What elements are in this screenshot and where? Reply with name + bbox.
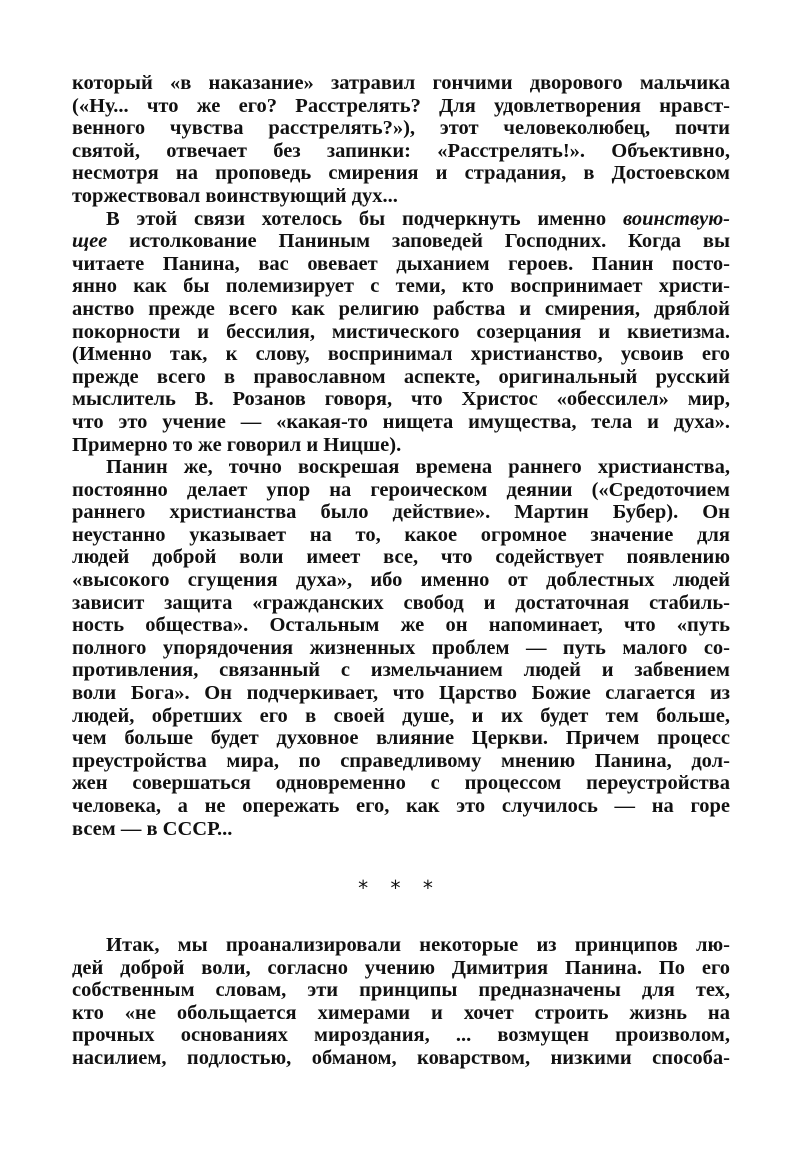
text-block-top <box>72 72 730 840</box>
text-line: Примерно то же говорил и Ницше). <box>72 433 402 456</box>
emphasis-text: воинствую- <box>622 207 730 230</box>
text-line: «высокого сгущения духа», ибо именно от доблестных людей <box>72 569 730 592</box>
text-line: (Именно так, к слову, воспринимал христианство, усвоив его <box>72 343 730 366</box>
text-line: несмотря на проповедь смирения и страдания, в Достоевском <box>72 162 730 185</box>
text-line: торжествовал воинствующий дух... <box>72 184 398 207</box>
text-line: всем — в СССР... <box>72 817 233 840</box>
text-line <box>72 230 730 253</box>
text-line: («Ну... что же его? Расстрелять? Для удовлетворения нравст- <box>72 94 730 117</box>
text-line: покорности и бессилия, мистического созерцания и квиетизма. <box>72 320 730 343</box>
text-line: чем больше будет духовное влияние Церкви. Причем процесс <box>72 727 730 750</box>
text-line: венного чувства расстрелять?»), этот человеколюбец, почти <box>72 117 730 140</box>
emphasis-text: щее <box>72 230 108 253</box>
text-line: противления, связанный с измельчанием людей и забвением <box>72 659 730 682</box>
text-line: полного упорядочения жизненных проблем — путь малого со- <box>72 636 730 659</box>
text-block-bottom <box>72 934 730 1070</box>
section-separator: * * * <box>358 876 441 900</box>
text-span: В этой связи хотелось бы подчеркнуть именно <box>106 207 623 230</box>
text-line: неустанно указывает на то, какое огромное значение для <box>72 523 730 546</box>
text-line: Панин же, точно воскрешая времена раннего христианства, <box>106 456 730 479</box>
text-span: истолкование Паниным заповедей Господних. Когда вы <box>107 230 730 253</box>
text-line: который «в наказание» затравил гончими дворового мальчика <box>72 72 730 94</box>
text-line: жен совершаться одновременно с процессом переустройства <box>72 772 730 795</box>
text-line: читаете Панина, вас овевает дыханием героев. Панин посто- <box>72 252 730 275</box>
text-line: постоянно делает упор на героическом деянии («Средоточием <box>72 478 730 501</box>
text-line: кто «не обольщается химерами и хочет строить жизнь на <box>72 1001 730 1024</box>
text-line: что это учение — «какая-то нищета имущества, тела и духа». <box>72 410 730 433</box>
text-line: янно как бы полемизирует с теми, кто воспринимает христи- <box>72 275 730 298</box>
text-line: Итак, мы проанализировали некоторые из принципов лю- <box>106 934 730 956</box>
text-line: насилием, подлостью, обманом, коварством, низкими способа- <box>72 1046 730 1069</box>
text-line: анство прежде всего как религию рабства и смирения, дряблой <box>72 297 730 320</box>
text-line: собственным словам, эти принципы предназначены для тех, <box>72 979 730 1002</box>
text-line: прежде всего в православном аспекте, оригинальный русский <box>72 365 730 388</box>
text-line: зависит защита «гражданских свобод и достаточная стабиль- <box>72 591 730 614</box>
text-line: преустройства мира, по справедливому мнению Панина, дол- <box>72 749 730 772</box>
text-line: воли Бога». Он подчеркивает, что Царство Божие слагается из <box>72 682 730 705</box>
text-line: дей доброй воли, согласно учению Димитрия Панина. По его <box>72 956 730 979</box>
text-line: раннего христианства было действие». Мартин Бубер). Он <box>72 501 730 524</box>
text-line: ность общества». Остальным же он напоминает, что «путь <box>72 614 730 637</box>
text-line: мыслитель В. Розанов говоря, что Христос «обессилел» мир, <box>72 388 730 411</box>
text-line: людей доброй воли имеет все, что содействует появлению <box>72 546 730 569</box>
text-line: людей, обретших его в своей душе, и их будет тем больше, <box>72 704 730 727</box>
text-line <box>72 208 730 231</box>
text-line: человека, а не опережать его, как это случилось — на горе <box>72 795 730 817</box>
text-line: прочных основаниях мироздания, ... возмущен произволом, <box>72 1024 730 1047</box>
text-line: святой, отвечает без запинки: «Расстрелять!». Объективно, <box>72 139 730 162</box>
